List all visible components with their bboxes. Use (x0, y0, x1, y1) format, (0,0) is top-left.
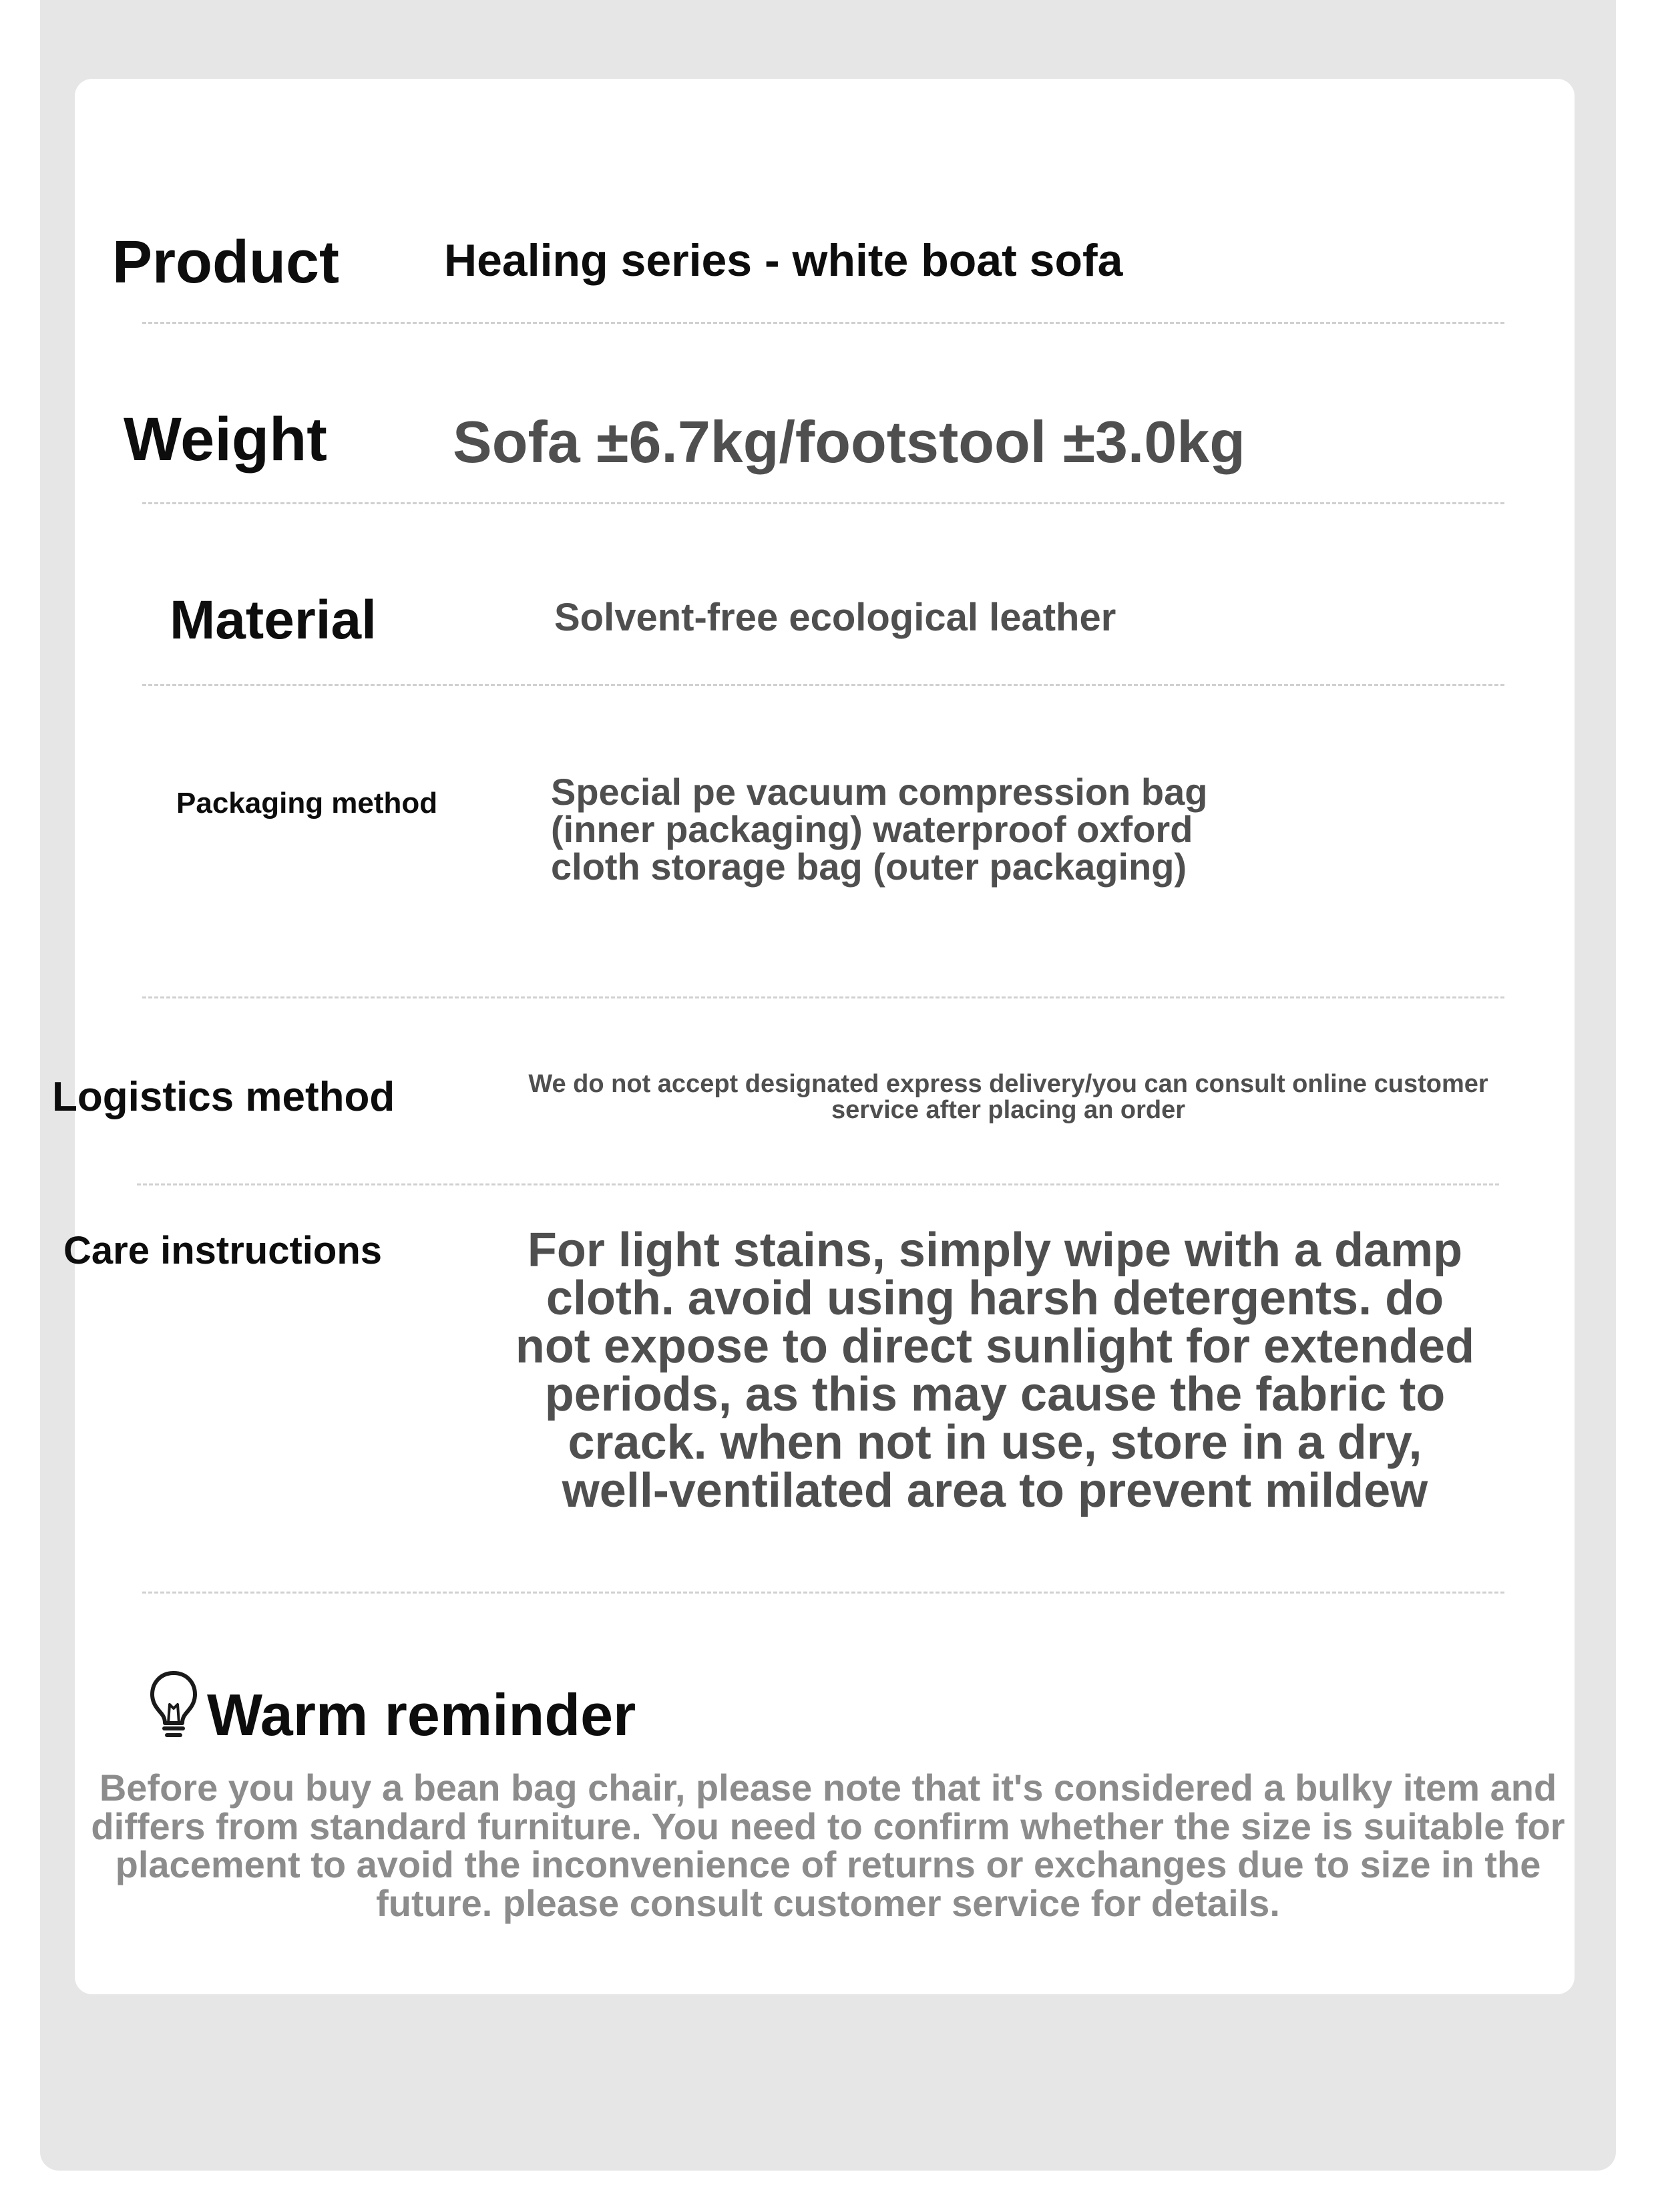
reminder-line: Before you buy a bean bag chair, please note that it's considered a bulky item and (99, 1767, 1557, 1809)
care-value (494, 1226, 1496, 1515)
packaging-line: Special pe vacuum compression bag (551, 771, 1208, 813)
care-line: cloth. avoid using harsh detergents. do (546, 1272, 1444, 1325)
packaging-line: (inner packaging) waterproof oxford (551, 808, 1193, 850)
logistics-line: We do not accept designated express delivery/you can consult online customer (528, 1070, 1488, 1098)
reminder-line: differs from standard furniture. You need to confirm whether the size is suitable for (91, 1805, 1565, 1847)
logistics-line: service after placing an order (831, 1096, 1186, 1125)
packaging-value (551, 773, 1207, 886)
weight-label: Weight (124, 405, 327, 474)
care-line: crack. when not in use, store in a dry, (568, 1416, 1422, 1469)
divider (142, 996, 1504, 998)
weight-value: Sofa ±6.7kg/footstool ±3.0kg (453, 409, 1246, 475)
care-label: Care instructions (63, 1229, 382, 1272)
divider (142, 502, 1504, 504)
care-line: well-ventilated area to prevent mildew (562, 1464, 1428, 1517)
material-value: Solvent-free ecological leather (554, 596, 1116, 639)
lightbulb-icon (148, 1670, 199, 1740)
logistics-value (521, 1071, 1496, 1123)
care-line: not expose to direct sunlight for extended (515, 1320, 1475, 1373)
divider (142, 684, 1504, 686)
reminder-text (41, 1769, 1615, 1923)
logistics-label: Logistics method (52, 1074, 395, 1120)
divider (137, 1183, 1499, 1185)
reminder-line: placement to avoid the inconvenience of returns or exchanges due to size in the (115, 1843, 1541, 1886)
product-label: Product (112, 229, 340, 296)
divider (142, 1592, 1504, 1594)
reminder-title: Warm reminder (207, 1682, 636, 1748)
material-label: Material (170, 590, 377, 651)
care-line: periods, as this may cause the fabric to (544, 1368, 1446, 1421)
divider (142, 322, 1504, 324)
care-line: For light stains, simply wipe with a damp (527, 1224, 1463, 1277)
product-value: Healing series - white boat sofa (444, 235, 1123, 286)
packaging-line: cloth storage bag (outer packaging) (551, 846, 1187, 888)
reminder-line: future. please consult customer service for details. (376, 1882, 1280, 1925)
packaging-label: Packaging method (176, 787, 438, 819)
